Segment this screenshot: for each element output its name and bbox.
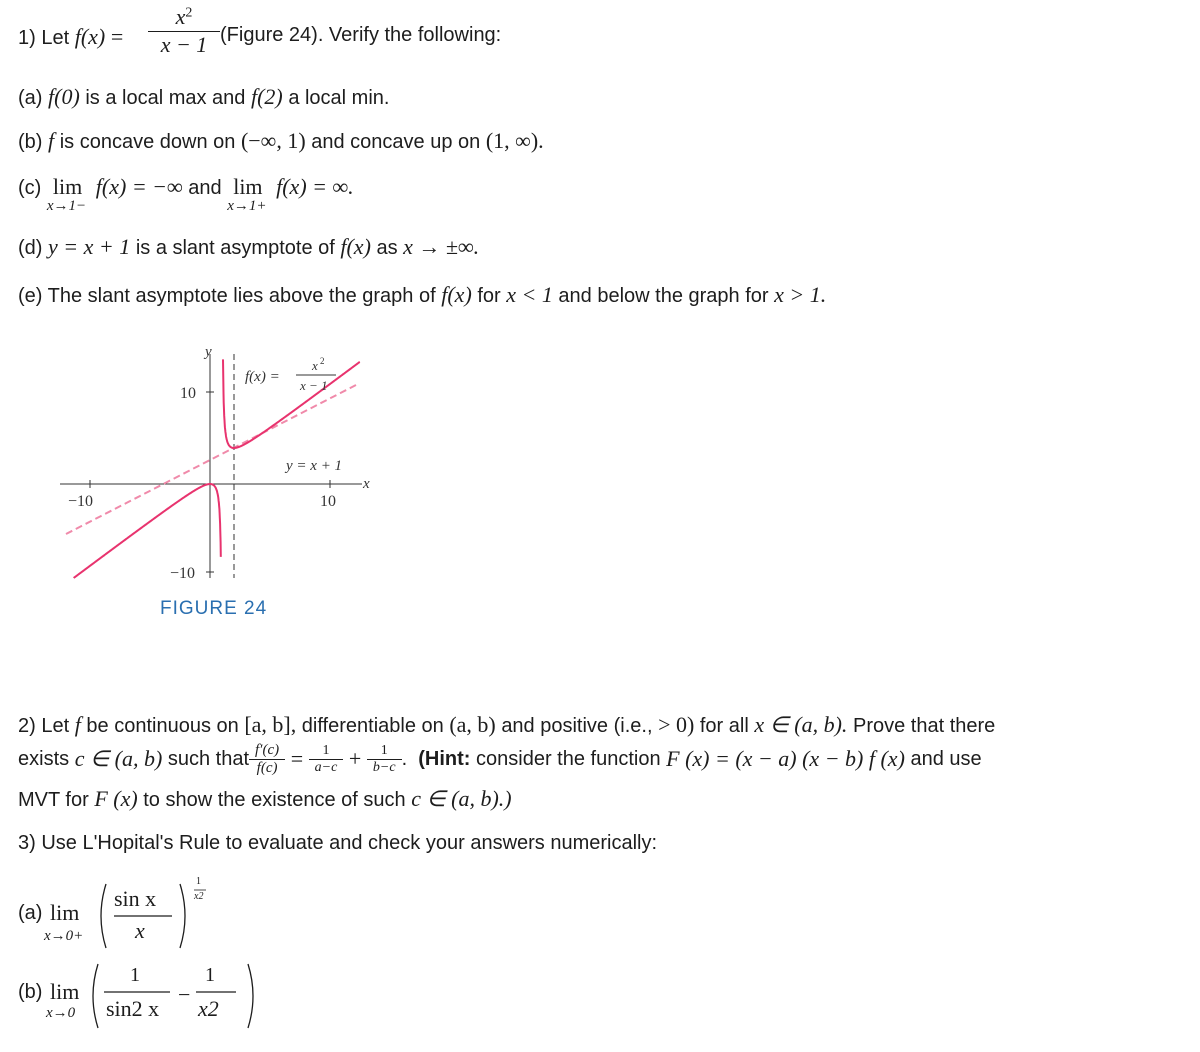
- p3-b-lim: lim: [50, 979, 80, 1004]
- item-a-text: is a local max and: [85, 87, 246, 109]
- figure-24: [40, 340, 380, 630]
- p2-text-6: Prove that there: [853, 715, 996, 737]
- item-a: [18, 84, 389, 110]
- item-b: [18, 128, 544, 154]
- p3-b-label: (b): [18, 981, 43, 1003]
- sin-x-text: sin x: [114, 886, 157, 911]
- item-d-label: (d): [18, 237, 43, 259]
- f-of-2: f(2): [250, 84, 283, 109]
- y-axis-label: y: [205, 344, 212, 360]
- open-interval: (a, b): [449, 712, 496, 737]
- fx-symbol-e: f(x): [441, 282, 472, 307]
- p2-text-3: differentiable on: [301, 715, 444, 737]
- right-paren-b: [248, 964, 253, 1028]
- fx-symbol: f(x): [74, 24, 106, 49]
- frac-a-minus-c: [309, 743, 344, 776]
- condition-x-greater-1: x > 1.: [774, 282, 827, 307]
- left-paren-b: [93, 964, 98, 1028]
- p2-f-symbol: f: [74, 712, 81, 737]
- p3-b-num-2: 1: [205, 964, 215, 986]
- p3-b-num-1: 1: [130, 964, 140, 986]
- hint-label: (Hint:: [418, 747, 471, 770]
- p2-equals: =: [290, 746, 304, 771]
- asymptote-expression: y = x + 1: [48, 234, 131, 259]
- fraction-denominator: x − 1: [160, 32, 208, 57]
- right-paren: [180, 884, 185, 948]
- p3-a-label: (a): [18, 902, 43, 924]
- problem-2-line-2: [18, 739, 982, 779]
- curve-right-branch: [223, 359, 360, 448]
- item-e-label: (e): [18, 285, 43, 307]
- problem-2-line-1: [18, 712, 995, 738]
- p2-dot: .: [401, 747, 408, 770]
- item-e-text-2: for: [477, 285, 501, 307]
- item-a-label: (a): [18, 87, 43, 109]
- function-label-exponent: 2: [320, 356, 325, 366]
- p2-mvt: MVT for: [18, 789, 89, 811]
- left-paren: [101, 884, 106, 948]
- p2-plus: +: [348, 746, 362, 771]
- p2-exists: exists: [18, 747, 70, 770]
- b-minus-c: b−c: [372, 759, 396, 775]
- p3-a-exp-numerator: 1: [196, 876, 201, 887]
- p3-b-den-2: x2: [198, 996, 219, 1021]
- problem-1-intro-after: (Figure 24). Verify the following:: [220, 24, 502, 46]
- item-c-label: (c): [18, 177, 42, 199]
- closed-interval: [a, b],: [244, 712, 297, 737]
- asymptote-label: y = x + 1: [286, 458, 343, 474]
- sin-squared-x: sin2 x: [106, 996, 160, 1021]
- lim-text: lim: [52, 174, 83, 199]
- function-label-numerator: x: [312, 358, 318, 373]
- hint-and-use: and use: [910, 747, 982, 770]
- p3-a-lim: lim: [50, 900, 80, 925]
- fprime-over-f: [249, 742, 285, 777]
- problem-3-intro: 3) Use L'Hopital's Rule to evaluate and check your answers numerically:: [18, 832, 658, 854]
- p3-a-lim-sub: x→0+: [44, 928, 84, 944]
- equals-sign: =: [110, 24, 124, 49]
- limit-right-expression: f(x) = ∞.: [276, 174, 354, 199]
- and-text: and: [188, 177, 222, 199]
- p2-text-1: 2) Let: [18, 715, 70, 737]
- condition-x-less-1: x < 1: [506, 282, 553, 307]
- problem-2-line-3: [18, 786, 512, 812]
- p2-text-5: for all: [699, 715, 749, 737]
- item-b-text: is concave down on: [59, 131, 236, 153]
- figure-24-graph: [40, 340, 380, 630]
- numerator-exponent: 2: [185, 5, 193, 21]
- x-axis-label: x: [363, 476, 370, 492]
- F-of-x: F (x): [94, 786, 138, 811]
- interval-concave-up: (1, ∞).: [485, 128, 544, 153]
- c-in-interval: c ∈ (a, b): [74, 746, 163, 771]
- item-e-text-3: and below the graph for: [558, 285, 769, 307]
- x-tick-label-neg: −10: [68, 493, 94, 510]
- fx-symbol-d: f(x): [340, 234, 371, 259]
- greater-than-zero: > 0): [658, 712, 695, 737]
- item-d-text: is a slant asymptote of: [135, 237, 335, 259]
- c-in-interval-end: c ∈ (a, b).): [411, 786, 512, 811]
- p2-text-existence: to show the existence of such: [143, 789, 406, 811]
- item-e: [18, 282, 826, 308]
- fraction-numerator: x: [175, 4, 186, 29]
- lim-text-2: lim: [233, 174, 263, 199]
- item-c: [18, 174, 354, 214]
- limit-right: [227, 174, 267, 214]
- a-minus-c: a−c: [314, 759, 338, 775]
- p3-a-denominator: x: [135, 918, 145, 943]
- f-of-0: f(0): [48, 84, 80, 109]
- p2-text-2: be continuous on: [86, 715, 239, 737]
- item-a-text-end: a local min.: [288, 87, 390, 109]
- problem-1-fraction: [148, 4, 220, 58]
- lim-subscript-left: x→1−: [46, 198, 87, 214]
- f-symbol: f: [48, 128, 55, 153]
- curve-left-branch: [74, 484, 221, 578]
- one-1: 1: [309, 743, 344, 760]
- item-d: [18, 234, 479, 260]
- y-tick-label-neg: −10: [170, 565, 196, 582]
- hint-text: consider the function: [476, 747, 661, 770]
- p2-text-4: and positive (i.e.,: [501, 715, 653, 737]
- y-tick-label-pos: 10: [180, 385, 196, 402]
- problem-1-intro-text: 1) Let: [18, 27, 70, 49]
- fprime-c: f′(c): [249, 742, 285, 760]
- p2-such-that: such that: [167, 747, 250, 770]
- lim-subscript-right: x→1+: [227, 198, 267, 214]
- item-b-text-2: and concave up on: [311, 131, 481, 153]
- limit-left: [46, 174, 87, 214]
- p3-b-minus: −: [178, 982, 191, 1007]
- limit-left-expression: f(x) = −∞: [95, 174, 183, 199]
- frac-b-minus-c: [367, 743, 402, 776]
- figure-caption: FIGURE 24: [160, 598, 268, 619]
- p3-a-numerator: [114, 886, 156, 912]
- p3-b-lim-sub: x→0: [46, 1005, 76, 1021]
- one-2: 1: [367, 743, 402, 760]
- x-tick-label-pos: 10: [320, 493, 336, 510]
- item-d-text-2: as: [376, 237, 398, 259]
- item-e-text: The slant asymptote lies above the graph of: [47, 285, 436, 307]
- item-b-label: (b): [18, 131, 43, 153]
- problem-1-intro: [18, 24, 123, 50]
- x-in-interval: x ∈ (a, b).: [754, 712, 848, 737]
- f-c: f(c): [256, 759, 278, 776]
- x-to-infinity: x → ±∞.: [403, 234, 480, 259]
- function-label: f(x) =: [245, 369, 280, 385]
- hint-function: F (x) = (x − a) (x − b) f (x): [666, 746, 905, 771]
- function-label-denominator: x − 1: [300, 378, 328, 393]
- p3-a-exp-denominator: x2: [194, 891, 204, 902]
- interval-concave-down: (−∞, 1): [240, 128, 306, 153]
- p3-b-den-1: [106, 996, 159, 1022]
